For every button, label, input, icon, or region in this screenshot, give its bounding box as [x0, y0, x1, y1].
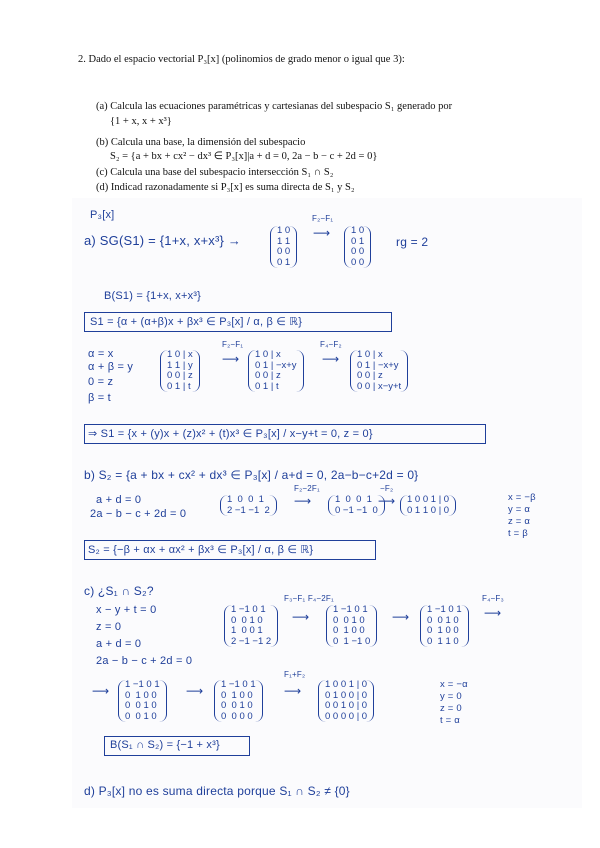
hand-a-op2: F₂−F₁: [222, 340, 244, 349]
hand-b-boxtext: S₂ = {−β + αx + αx² + βx³ ∈ P₃[x] / α, β ∈ ℝ}: [88, 544, 314, 556]
hand-b-matrix3: 1 0 0 1 | 0 0 1 1 0 | 0: [400, 495, 456, 516]
hand-c-matrix6: 1 0 0 1 | 0 0 1 0 0 | 0 0 0 1 0 | 0 0 0 0 0 | 0: [318, 680, 374, 722]
hand-c-op2: F₄−F₃: [482, 594, 504, 603]
arrow-icon: ⟶: [284, 684, 302, 698]
hand-c-op: F₃−F₁ F₄−2F₁: [284, 594, 334, 603]
arrow-icon: ⟶: [378, 494, 396, 508]
hand-b-line: b) S₂ = {a + bx + cx² + dx³ ∈ P₃[x] / a+d = 0, 2a−b−c+2d = 0}: [84, 468, 419, 482]
item-c: (c) Calcula una base del subespacio intersección S₁ ∩ S₂: [96, 167, 334, 178]
hand-c-eq4: 2a − b − c + 2d = 0: [96, 655, 193, 667]
hand-a-line: a) SG(S1) = {1+x, x+x³} →: [84, 233, 242, 248]
arrow-icon: ⟶: [186, 684, 204, 698]
hand-c-op3: F₁+F₂: [284, 670, 306, 679]
hand-c-matrix2: 1 −1 0 1 0 0 1 0 0 1 0 0 0 1 −1 0: [326, 605, 377, 647]
hand-a-base: B(S1) = {1+x, x+x³}: [104, 290, 202, 302]
hand-c-eq1: x − y + t = 0: [96, 604, 157, 616]
hand-a-rank: rg = 2: [396, 235, 429, 249]
hand-a-matrix2: 1 0 0 1 0 0 0 0: [344, 226, 371, 268]
arrow-icon: ⟶: [392, 610, 410, 624]
item-b-line1: (b) Calcula una base, la dimensión del subespacio: [96, 137, 306, 148]
hand-a-matrix5: 1 0 | x 0 1 | −x+y 0 0 | z 0 0 | x−y+t: [350, 350, 408, 392]
item-a-line2: {1 + x, x + x³}: [110, 116, 172, 127]
hand-a-matrix1: 1 0 1 1 0 0 0 1: [270, 226, 297, 268]
hand-a-eq3: 0 = z: [88, 376, 114, 388]
hand-c-matrix5: 1 −1 0 1 0 1 0 0 0 0 1 0 0 0 0 0: [214, 680, 263, 722]
hand-c-eq2: z = 0: [96, 621, 122, 633]
hand-b-eq2: 2a − b − c + 2d = 0: [90, 508, 187, 520]
arrow-icon: ⟶: [222, 352, 240, 366]
arrow-icon: ⟶: [484, 606, 502, 620]
hand-c-matrix4: 1 −1 0 1 0 1 0 0 0 0 1 0 0 0 1 0: [118, 680, 167, 722]
hand-c-matrix1: 1 −1 0 1 0 0 1 0 1 0 0 1 2 −1 −1 2: [224, 605, 278, 647]
hand-a-boxtext2: ⇒ S1 = {x + (y)x + (z)x² + (t)x³ ∈ P₃[x] / x−y+t = 0, z = 0}: [88, 428, 373, 440]
arrow-icon: ⟶: [292, 610, 310, 624]
item-a-line1: (a) Calcula las ecuaciones paramétricas y cartesianas del subespacio S₁ generado por: [96, 101, 453, 112]
hand-a-matrix3: 1 0 | x 1 1 | y 0 0 | z 0 1 | t: [160, 350, 200, 392]
hand-b-op2: −F₂: [380, 484, 394, 493]
hand-c-solution: x = −α y = 0 z = 0 t = α: [440, 679, 468, 726]
problem-header: 2. Dado el espacio vectorial P₃[x] (polinomios de grado menor o igual que 3):: [78, 54, 405, 65]
arrow-icon: ⟶: [322, 352, 340, 366]
hand-c-boxtext: B(S₁ ∩ S₂) = {−1 + x³}: [110, 739, 220, 751]
hand-p3: P₃[x]: [90, 209, 115, 221]
item-b-line2: S₂ = {a + bx + cx² − dx³ ∈ P₃[x]|a + d = 0, 2a − b − c + 2d = 0}: [110, 151, 378, 162]
hand-d-line: d) P₃[x] no es suma directa porque S₁ ∩ S₂ ≠ {0}: [84, 784, 350, 798]
hand-a-matrix4: 1 0 | x 0 1 | −x+y 0 0 | z 0 1 | t: [248, 350, 304, 392]
arrow-icon: ⟶: [313, 226, 331, 240]
item-d: (d) Indicad razonadamente si P₃[x] es suma directa de S₁ y S₂: [96, 182, 355, 193]
arrow-icon: ⟶: [92, 684, 110, 698]
hand-c-line: c) ¿S₁ ∩ S₂?: [84, 584, 154, 598]
hand-b-matrix1: 1 0 0 1 2 −1 −1 2: [220, 495, 277, 516]
hand-c-eq3: a + d = 0: [96, 638, 142, 650]
hand-b-eq1: a + d = 0: [96, 494, 142, 506]
arrow-icon: ⟶: [294, 494, 312, 508]
hand-a-eq4: β = t: [88, 392, 111, 404]
hand-b-solution: x = −β y = α z = α t = β: [508, 492, 536, 539]
hand-a-eq2: α + β = y: [88, 361, 134, 373]
hand-b-op: F₂−2F₁: [294, 484, 320, 493]
hand-c-matrix3: 1 −1 0 1 0 0 1 0 0 1 0 0 0 1 1 0: [420, 605, 469, 647]
hand-a-op3: F₄−F₂: [320, 340, 342, 349]
hand-a-eq1: α = x: [88, 348, 114, 360]
hand-a-op: F₂−F₁: [312, 214, 334, 223]
hand-b-matrix2: 1 0 0 1 0 −1 −1 0: [328, 495, 385, 516]
hand-a-boxtext: S1 = {α + (α+β)x + βx³ ∈ P₃[x] / α, β ∈ ℝ}: [90, 316, 303, 328]
